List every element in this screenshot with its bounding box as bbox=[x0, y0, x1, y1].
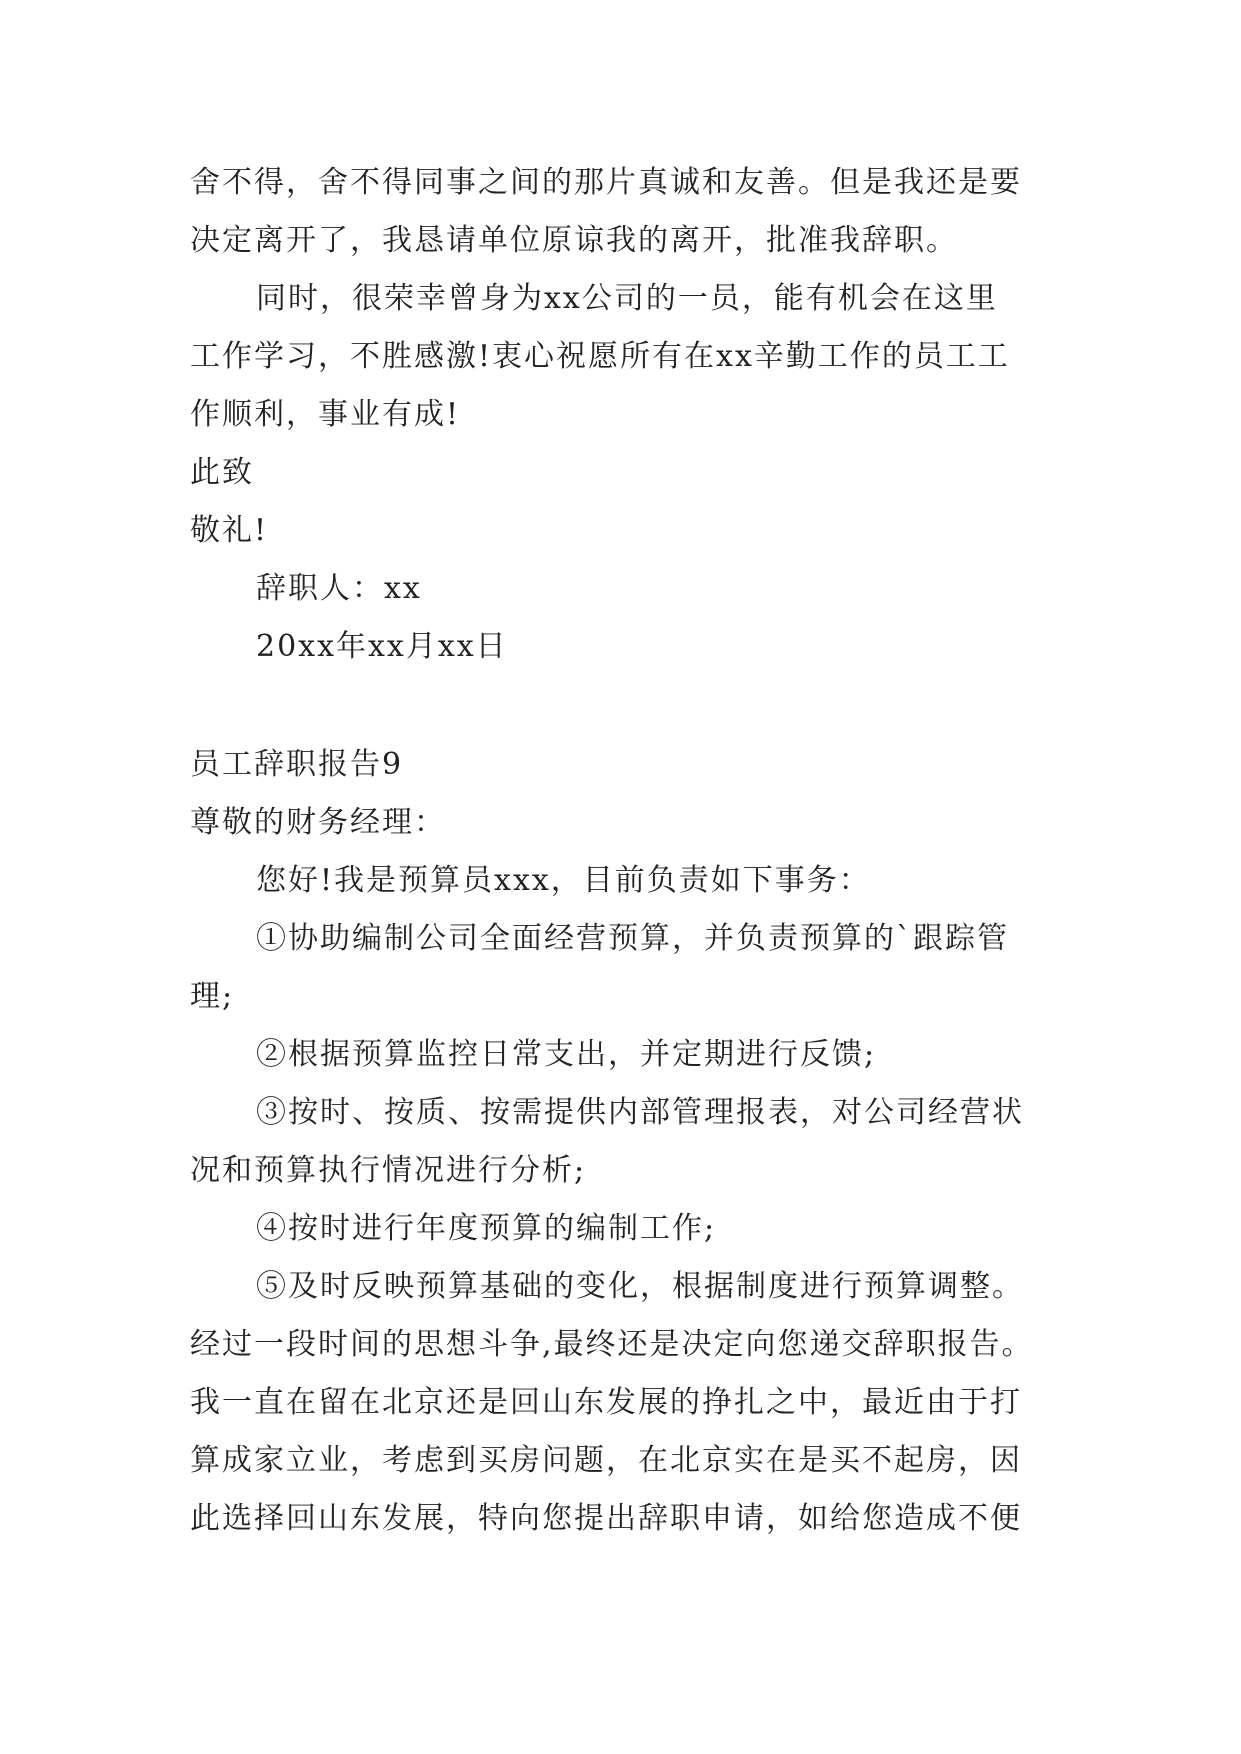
paragraph-line: 经过一段时间的思想斗争,最终还是决定向您递交辞职报告。 bbox=[190, 1327, 1034, 1362]
paragraph-line: 舍不得，舍不得同事之间的那片真诚和友善。但是我还是要 bbox=[190, 165, 1022, 200]
paragraph-line: 决定离开了，我恳请单位原谅我的离开，批准我辞职。 bbox=[190, 223, 958, 258]
duty-item: ④按时进行年度预算的编制工作; bbox=[256, 1211, 717, 1246]
paragraph-line: 算成家立业，考虑到买房问题，在北京实在是买不起房，因 bbox=[190, 1443, 1022, 1478]
signature-name: 辞职人：xx bbox=[256, 571, 422, 606]
paragraph-line: 同时，很荣幸曾身为xx公司的一员，能有机会在这里 bbox=[256, 281, 998, 316]
paragraph-line: 作顺利，事业有成! bbox=[190, 397, 461, 432]
signature-date: 20xx年xx月xx日 bbox=[256, 629, 508, 664]
duty-item: ①协助编制公司全面经营预算，并负责预算的`跟踪管 bbox=[256, 921, 1009, 956]
paragraph-line: 我一直在留在北京还是回山东发展的挣扎之中，最近由于打 bbox=[190, 1385, 1022, 1420]
paragraph-line: 您好!我是预算员xxx，目前负责如下事务： bbox=[256, 863, 871, 898]
duty-item: ⑤及时反映预算基础的变化，根据制度进行预算调整。 bbox=[256, 1269, 1024, 1304]
duty-item-continued: 况和预算执行情况进行分析; bbox=[190, 1153, 587, 1188]
paragraph-line: 工作学习，不胜感激!衷心祝愿所有在xx辛勤工作的员工工 bbox=[190, 339, 1010, 374]
section-heading: 员工辞职报告9 bbox=[190, 747, 404, 782]
letter-greeting: 尊敬的财务经理： bbox=[190, 805, 446, 840]
duty-item: ③按时、按质、按需提供内部管理报表，对公司经营状 bbox=[256, 1095, 1024, 1130]
paragraph-line: 此选择回山东发展，特向您提出辞职申请，如给您造成不便 bbox=[190, 1501, 1022, 1536]
closing-regards: 敬礼! bbox=[190, 513, 269, 548]
duty-item-continued: 理; bbox=[190, 979, 235, 1014]
closing-salutation: 此致 bbox=[190, 455, 254, 490]
duty-item: ②根据预算监控日常支出，并定期进行反馈; bbox=[256, 1037, 877, 1072]
